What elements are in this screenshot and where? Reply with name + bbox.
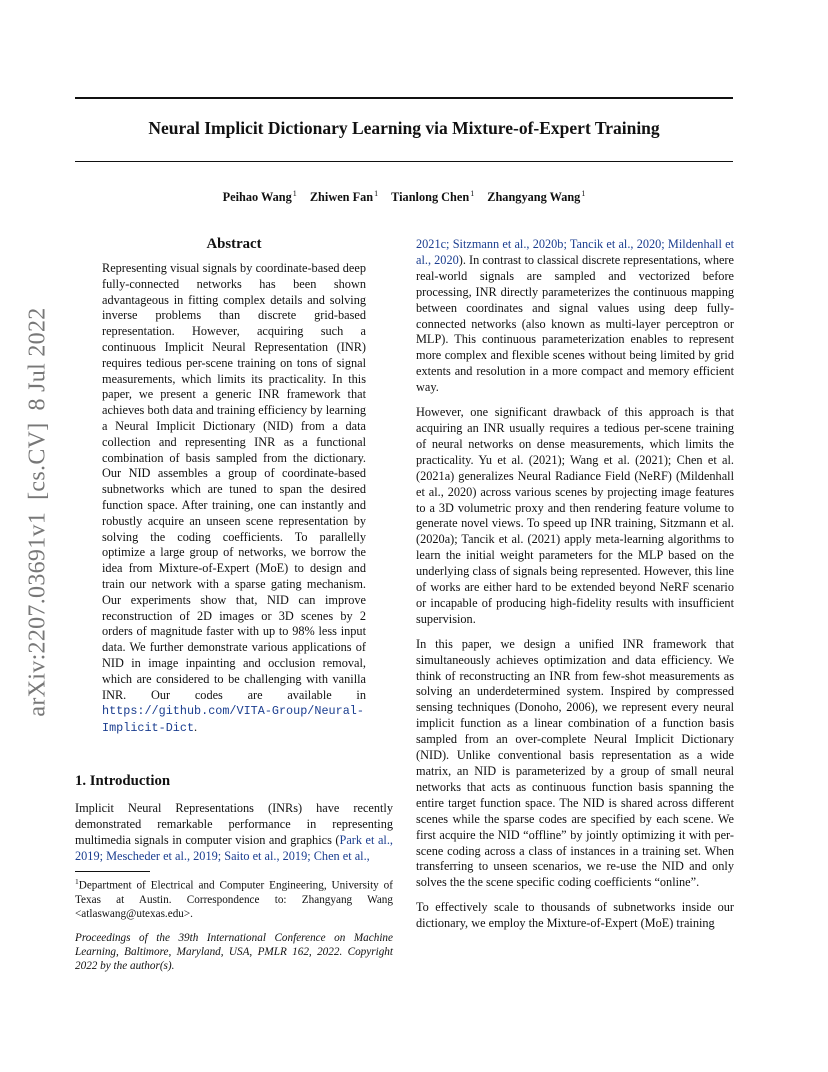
author: Tianlong Chen$^1$ [391,189,475,204]
section-heading-introduction: 1. Introduction [75,773,171,789]
paper-title: Neural Implicit Dictionary Learning via Mixture-of-Expert Training [148,118,660,138]
paragraph: However, one significant drawback of this approach is that acquiring an INR usually requires a tedious per-scene training of neural networks on dense measurements, which limits the practicality. Yu et al. (2021); Wang et al. (2021); Chen et al. (2021a) generalizes Neural Radiance Field (NeRF) (Mildenhall et al., 2020) across various scenes by projecting image features to a 3D volumetric proxy and then rendering feature volume to generate novel views. To speed up INR training, Sitzmann et al. (2020a); Tancik et al. (2021) apply meta-learning algorithms to learn the initial weight parameters for the MLP based on the underlying class of signals being represented. However, this line of works are either hard to be extended beyond NeRF scenario or incapable of producing high-fidelity results with insufficient supervision. [416,405,734,626]
arxiv-date: 8 Jul 2022 [24,307,51,411]
citation-links[interactable]: 2021c; Sitzmann et al., 2020b; Tancik et al., 2020; Mildenhall et al., 2020 [416,237,734,267]
affiliation-footnote: $^1$Department of Electrical and Computer Engineering, University of Texas at Austin. Correspondence to: Zhangyang Wang <atlaswang@utexas.edu>. [75,877,393,920]
footnote-rule [75,871,150,872]
paragraph: 2021c; Sitzmann et al., 2020b; Tancik et al., 2020; Mildenhall et al., 2020). In contrast to classical discrete representations, where real-world signals are sampled and vectorized before processing, INR directly parameterizes the continuous mapping between coordinates and signal values using deep fully-connected networks (also known as multi-layer perceptron or MLP). This continuous parameterization enables to represent more complex and flexible scenes without being limited by grid extents and resolution in a more compact and memory efficient way. [416,237,734,395]
paragraph: In this paper, we design a unified INR framework that simultaneously achieves optimization and data efficiency. We think of reconstructing an INR from few-shot measurements as solving an underdetermined system. Inspired by compressed sensing techniques (Donoho, 2006), we represent every neural implicit function as a linear combination of a function basis sampled from an over-complete Neural Implicit Dictionary (NID). Unlike conventional basis representation as a wide matrix, an NID is parameterized by a group of small neural networks that acts as continuous function basis spanning the entire target function space. The NID is shared across different scenes while the sparse codes are specified by each scene. We first acquire the NID “offline” by jointly optimizing it with per-scene coding across a class of instances in a training set. When transferring to unseen scenarios, we re-use the NID and only solves the the scene specific coding coefficients “online”. [416,636,734,890]
abstract-heading: Abstract [206,236,262,252]
citation-links[interactable]: Park et al., 2019; Mescheder et al., 2019; Saito et al., 2019; Chen et al., [75,832,393,863]
paragraph: To effectively scale to thousands of subnetworks inside our dictionary, we employ the Mixture-of-Expert (MoE) training [416,900,734,931]
title-rule-top [75,97,733,99]
arxiv-id[interactable]: arXiv:2207.03691v1 [24,511,51,717]
abstract-body: Representing visual signals by coordinate-based deep fully-connected networks has been shown advantageous in fitting complex details and solving inverse problems than discrete grid-based representation. However, acquiring such a continuous Implicit Neural Representation (INR) requires tedious per-scene training on tons of signal measurements, which limits its practicality. In this paper, we present a generic INR framework that achieves both data and training efficiency by learning a Neural Implicit Dictionary (NID) from a data collection and representing INR as a functional combination of basis sampled from the dictionary. Our NID assembles a group of coordinate-based subnetworks which are tuned to span the desired function space. After training, one can instantly and robustly acquire an unseen scene representation by solving the coding coefficients. To parallelly optimize a large group of networks, we borrow the idea from Mixture-of-Expert (MoE) to design and train our network with a sparse gating mechanism. Our experiments show that, NID can improve reconstruction of 2D images or 3D scenes by 2 orders of magnitude faster with up to 98% less input data. We further demonstrate various applications of NID in image inpainting and occlusion removal, which are considered to be challenging with vanilla INR. Our codes are available in https://github.com/VITA-Group/Neural-Implicit-Dict. [102,261,366,736]
arxiv-stamp [25,301,52,722]
code-link[interactable]: https://github.com/VITA-Group/Neural-Implicit-Dict [102,704,364,736]
arxiv-category: [cs.CV] [24,422,51,500]
author: Peihao Wang$^1$ [222,189,297,204]
author-list [75,189,733,205]
proceedings-note: Proceedings of the 39th International Conference on Machine Learning, Baltimore, Maryland, USA, PMLR 162, 2022. Copyright 2022 by the author(s). [75,932,393,972]
right-column [416,237,734,941]
intro-paragraph: Implicit Neural Representations (INRs) have recently demonstrated remarkable performance in representing multimedia signals in computer vision and graphics (Park et al., 2019; Mescheder et al., 2019; Saito et al., 2019; Chen et al., [75,801,393,863]
author: Zhangyang Wang$^1$ [487,189,586,204]
title-rule-bottom [75,161,733,162]
author: Zhiwen Fan$^1$ [309,189,379,204]
